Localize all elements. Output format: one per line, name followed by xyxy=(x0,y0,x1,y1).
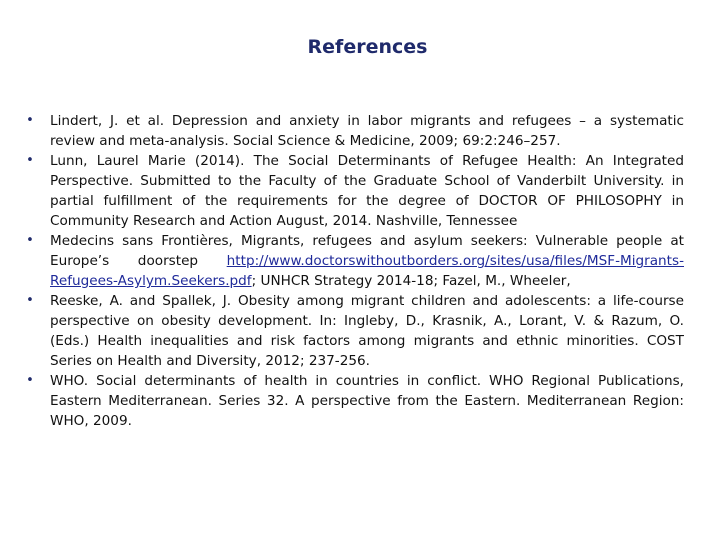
reference-text: Lindert, J. et al. Depression and anxiety in labor migrants and refugees – a systematic review and meta-analysis. Social Science & Medicine, 2009; 69:2:246–257. xyxy=(50,113,684,149)
page-title: References xyxy=(307,36,428,58)
reference-item-reeske xyxy=(24,291,684,371)
references-list xyxy=(24,111,684,431)
reference-item-who xyxy=(24,371,684,431)
bullet-icon: • xyxy=(26,373,34,388)
reference-item-lunn xyxy=(24,151,684,231)
reference-text: Lunn, Laurel Marie (2014). The Social Determinants of Refugee Health: An Integrated Perspective. Submitted to the Faculty of the Graduate School of Vanderbilt University. in partial fulfillment of the requirements for the degree of DOCTOR OF PHILOSOPHY in Community Research and Action August, 2014. Nashville, Tennessee xyxy=(50,153,684,229)
bullet-icon: • xyxy=(26,293,34,308)
reference-text: WHO. Social determinants of health in countries in conflict. WHO Regional Publications, Eastern Mediterranean. Series 32. A perspective from the Eastern. Mediterranean Region: WHO, 2009. xyxy=(50,373,684,429)
bullet-icon: • xyxy=(26,233,34,248)
msf-report-link[interactable]: http://www.doctorswithoutborders.org/sites/usa/files/MSF-Migrants-Refugees-Asylym.Seekers.pdf xyxy=(50,253,684,289)
bullet-icon: • xyxy=(26,113,34,128)
reference-text-before-link: Medecins sans Frontières, Migrants, refugees and asylum seekers: Vulnerable people at Europe’s doorstep xyxy=(50,233,684,269)
reference-text: Reeske, A. and Spallek, J. Obesity among migrant children and adolescents: a life-course perspective on obesity development. In: Ingleby, D., Krasnik, A., Lorant, V. & Razum, O. (Eds.) Health inequalities and risk factors among migrants and ethnic minorities. COST Series on Health and Diversity, 2012; 237-256. xyxy=(50,293,684,369)
reference-item-msf xyxy=(24,231,684,291)
bullet-icon: • xyxy=(26,153,34,168)
reference-item-lindert xyxy=(24,111,684,151)
reference-text-after-link: ; UNHCR Strategy 2014-18; Fazel, M., Wheeler, xyxy=(251,273,571,289)
